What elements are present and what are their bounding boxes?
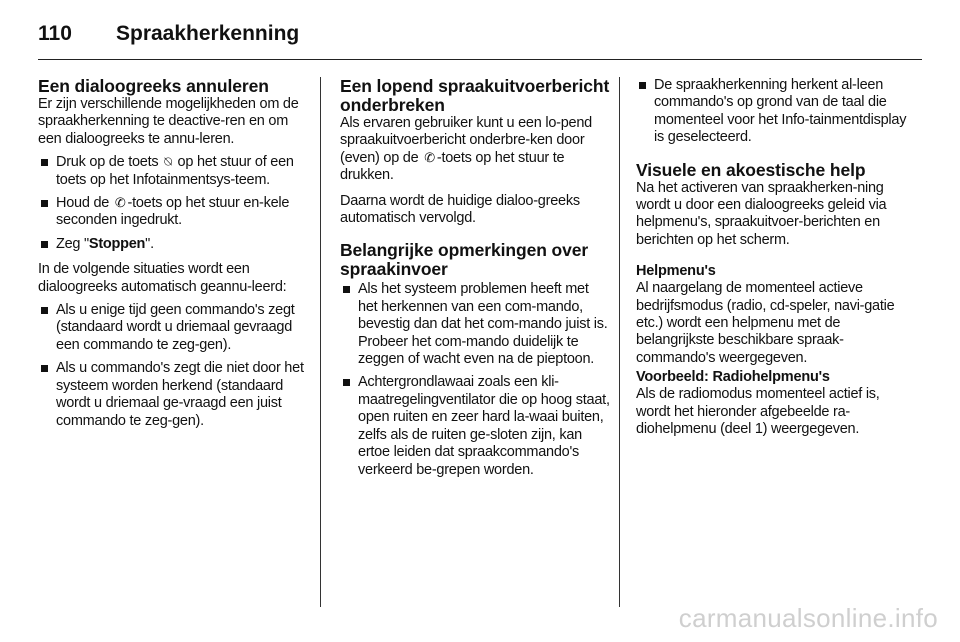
bullet-icon — [343, 379, 350, 386]
page-header — [38, 14, 299, 54]
interrupt-paragraph: Als ervaren gebruiker kunt u een lo-pend spraakuitvoerbericht onderbre-ken door (even) op de ✆ -toets op het stuur te drukken. — [340, 115, 592, 184]
list-item: Als u enige tijd geen commando's zegt (standaard wordt u driemaal gevraagd een commando te zeg-gen). — [38, 302, 308, 354]
stop-command: Stoppen — [88, 235, 146, 252]
bullet-icon — [41, 200, 48, 207]
column-3 — [636, 77, 912, 439]
column-1 — [38, 77, 308, 430]
list-item: Zeg "Stoppen". — [38, 236, 308, 253]
section-heading-visual-help: Visuele en akoestische help — [636, 159, 866, 180]
resume-paragraph: Daarna wordt de huidige dialoo-greeks automatisch vervolgd. — [340, 192, 580, 227]
phone-voice-button-icon: ✆ — [424, 150, 435, 166]
important-notes-list — [340, 281, 610, 478]
list-item: Als het systeem problemen heeft met het herkennen van een com-mando, bevestig dan dat het com-mando juist is. Probeer het com-mando duidelijk te zeggen of wacht even na de pieptoon. — [340, 281, 610, 368]
language-note-list — [636, 77, 912, 147]
list-item: Achtergrondlawaai zoals een kli-maatregelingventilator die op hoog staat, open ruiten en zeer hard la-waai buiten, zelfs als de ruiten ge-sloten zijn, kan ertoe leiden dat spraakcommando's verkeerd be-grepen worden. — [340, 374, 610, 478]
section-heading-interrupt: Een lopend spraakuitvoerbericht onderbreken — [340, 76, 610, 115]
cancel-methods-list — [38, 154, 308, 253]
bullet-icon — [639, 82, 646, 89]
phone-voice-button-icon: ✆ — [114, 196, 126, 212]
watermark: carmanualsonline.info — [678, 603, 938, 633]
help-paragraph: Na het activeren van spraakherken-ning wordt u door een dialoogreeks geleid via helpmenu's, spraakuitvoer-berichten en berichten op het scherm. — [636, 179, 887, 248]
column-divider-1 — [320, 77, 321, 607]
auto-cancel-paragraph: In de volgende situaties wordt een dialoogreeks automatisch geannu-leerd: — [38, 261, 287, 295]
section-heading-cancel-dialog: Een dialoogreeks annuleren — [38, 76, 269, 96]
auto-cancel-list — [38, 302, 308, 430]
bullet-icon — [41, 159, 48, 166]
bullet-icon — [343, 286, 350, 293]
help-menus-paragraph: Al naargelang de momenteel actieve bedrijfsmodus (radio, cd-speler, navi-gatie etc.) wordt een helpmenu met de belangrijkste beschikbare spraak-commando's weergegeven. — [636, 280, 895, 366]
radio-help-paragraph: Als de radiomodus momenteel actief is, wordt het hieronder afgebeelde ra-diohelpmenu (deel 1) weergegeven. — [636, 386, 880, 438]
page-title: Spraakherkenning — [116, 22, 300, 45]
voice-off-button-icon: ⍉ — [164, 155, 172, 171]
page-number: 110 — [38, 22, 72, 45]
column-divider-2 — [619, 77, 620, 607]
subheading-radio-example: Voorbeeld: Radiohelpmenu's — [636, 369, 830, 386]
section-heading-important-notes: Belangrijke opmerkingen over spraakinvoer — [340, 240, 589, 280]
column-2 — [340, 77, 610, 479]
bullet-icon — [41, 365, 48, 372]
header-rule — [38, 59, 922, 60]
bullet-icon — [41, 241, 48, 248]
intro-paragraph: Er zijn verschillende mogelijkheden om de spraakherkenning te deactive-ren en om een dialoogreeks te annu-leren. — [38, 96, 299, 147]
subheading-help-menus: Helpmenu's — [636, 263, 716, 280]
list-item: Houd de ✆ -toets op het stuur en-kele seconden ingedrukt. — [38, 195, 308, 230]
list-item: De spraakherkenning herkent al-leen commando's op grond van de taal die momenteel voor het Info-tainmentdisplay is geselecteerd. — [636, 77, 912, 147]
bullet-icon — [41, 307, 48, 314]
list-item: Als u commando's zegt die niet door het systeem worden herkend (standaard wordt u driemaal ge-vraagd een juist commando te zeg-gen). — [38, 360, 308, 430]
list-item: Druk op de toets ⍉ op het stuur of een toets op het Infotainmentsys-teem. — [38, 154, 308, 189]
